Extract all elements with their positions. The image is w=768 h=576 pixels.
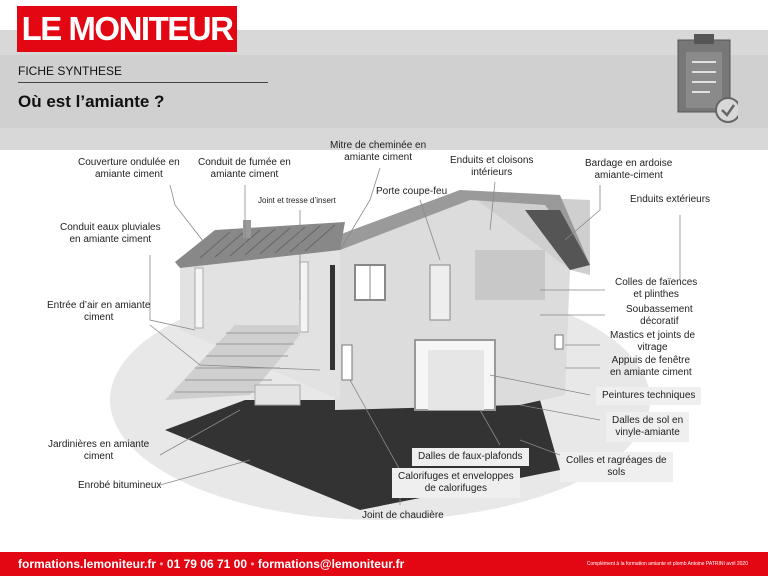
label-appuis: Appuis de fenêtre en amiante ciment <box>610 355 692 378</box>
label-enrobe: Enrobé bitumineux <box>78 480 162 491</box>
tile-panel <box>475 250 545 300</box>
label-joint-chaudiere: Joint de chaudière <box>362 510 444 521</box>
footer-note: Complément à la formation amiante et plomb Antoine PATRINI avril 2020 <box>586 561 748 567</box>
label-enduits-ext: Enduits extérieurs <box>630 194 711 205</box>
footer-site-link[interactable]: formations.lemoniteur.fr <box>18 557 157 571</box>
footer-email-link[interactable]: formations@lemoniteur.fr <box>257 557 405 571</box>
footer-contact <box>18 557 404 571</box>
garage-inner <box>428 350 484 410</box>
label-dalles-sol: Dalles de sol en vinyle-amiante <box>606 412 689 442</box>
label-soubassement: Soubassement décoratif <box>626 304 693 327</box>
page-title: Où est l’amiante ? <box>18 92 165 111</box>
footer-phone[interactable]: 01 79 06 71 00 <box>166 557 247 571</box>
boiler <box>342 345 352 380</box>
label-joint-tresse: Joint et tresse d’insert <box>258 196 336 205</box>
label-conduit-fumee: Conduit de fumée en amiante ciment <box>198 157 291 180</box>
label-conduit-eaux: Conduit eaux pluviales en amiante ciment <box>60 222 161 245</box>
label-enduits-cloisons: Enduits et cloisons intérieurs <box>450 155 534 178</box>
footer-separator: • <box>250 557 255 571</box>
planter <box>255 385 300 405</box>
flue-pipe <box>330 265 335 370</box>
label-entree-air: Entrée d’air en amiante ciment <box>47 300 151 323</box>
label-colles-ragreages: Colles et ragréages de sols <box>560 452 673 482</box>
label-mitre: Mitre de cheminée en amiante ciment <box>330 140 427 163</box>
label-peintures: Peintures techniques <box>596 387 701 405</box>
small-window <box>555 335 563 349</box>
chimney <box>243 220 251 238</box>
label-mastics: Mastics et joints de vitrage <box>610 330 696 353</box>
label-couverture: Couverture ondulée en amiante ciment <box>78 157 180 180</box>
footer-separator: • <box>159 557 164 571</box>
pillar <box>195 268 203 328</box>
le-moniteur-logo[interactable]: LE MONITEUR <box>17 6 237 52</box>
label-bardage: Bardage en ardoise amiante-ciment <box>585 158 673 181</box>
label-porte: Porte coupe-feu <box>376 186 448 197</box>
door <box>430 265 450 320</box>
label-colles: Colles de faïences et plinthes <box>615 277 698 300</box>
label-calorifuges: Calorifuges et enveloppes de calorifuges <box>392 468 520 498</box>
pillar <box>300 262 308 332</box>
label-faux-plafonds: Dalles de faux-plafonds <box>412 448 529 466</box>
section-label: FICHE SYNTHESE <box>18 64 123 78</box>
label-jardinieres: Jardinières en amiante ciment <box>48 439 150 462</box>
